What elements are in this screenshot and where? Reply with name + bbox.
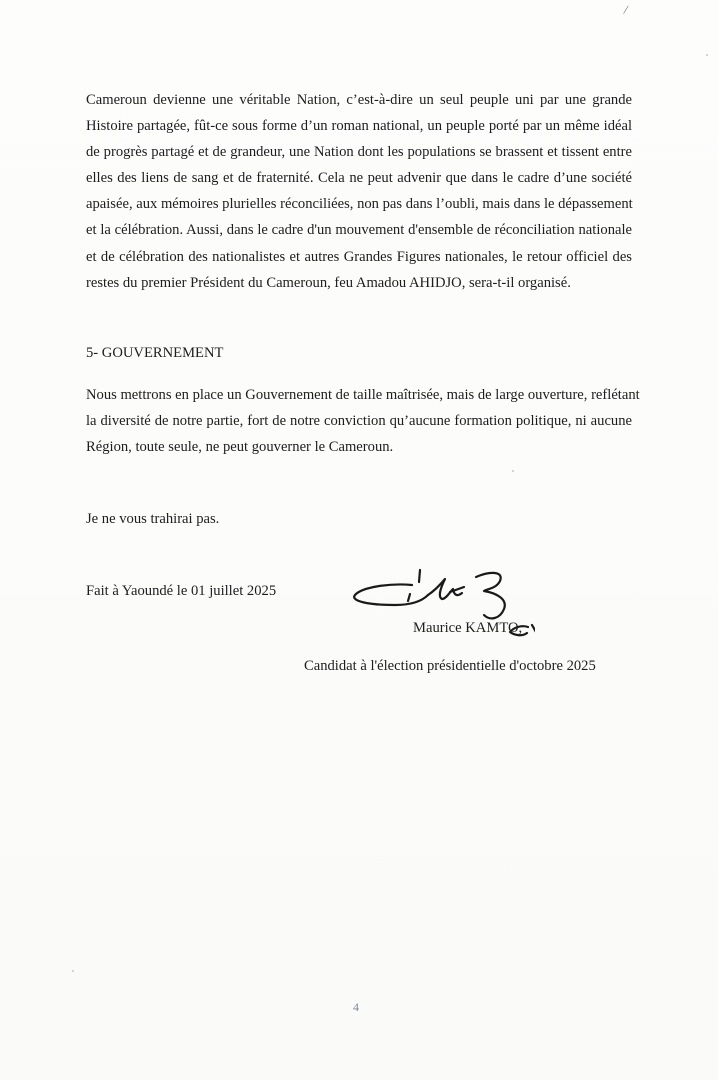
paragraph-line: et de célébration des nationalistes et autres Grandes Figures nationales, le retour officiel des: [86, 248, 632, 265]
paragraph-line: Nous mettrons en place un Gouvernement de taille maîtrisée, mais de large ouverture, reflétant: [86, 387, 640, 403]
corner-mark: /: [622, 1, 630, 18]
paragraph-line: Cameroun devienne une véritable Nation, c’est-à-dire un seul peuple uni par une grande: [86, 92, 632, 108]
paragraph-line: Histoire partagée, fût-ce sous forme d’un roman national, un peuple porté par un même idéal: [86, 118, 632, 135]
paragraph-line: restes du premier Président du Cameroun, feu Amadou AHIDJO, sera-t-il organisé.: [86, 274, 571, 291]
paragraph-line: elles des liens de sang et de fraternité. Cela ne peut advenir que dans le cadre d’une société: [86, 170, 632, 187]
signer-name: Maurice KAMTO,: [413, 620, 523, 636]
paragraph-line: Région, toute seule, ne peut gouverner le Cameroun.: [86, 439, 394, 456]
paragraph-line: de progrès partagé et de grandeur, une Nation dont les populations se brassent et tissent entre: [86, 144, 632, 161]
government-paragraph: [86, 382, 640, 460]
signer-title: Candidat à l'élection présidentielle d'octobre 2025: [304, 658, 596, 674]
paragraph-line: la diversité de notre partie, fort de notre conviction qu’aucune formation politique, ni aucune: [86, 413, 632, 430]
section-heading: 5- GOUVERNEMENT: [86, 345, 224, 361]
place-and-date: Fait à Yaoundé le 01 juillet 2025: [86, 583, 277, 599]
page-number: 4: [353, 1000, 359, 1014]
paper-speck: [72, 970, 74, 972]
paper-speck: [512, 470, 514, 472]
reconciliation-paragraph: [86, 87, 632, 296]
paper-speck: [706, 54, 708, 56]
paragraph-line: et la célébration. Aussi, dans le cadre d'un mouvement d'ensemble de réconciliation nationale: [86, 222, 632, 239]
closing-statement: Je ne vous trahirai pas.: [86, 511, 220, 527]
paragraph-line: apaisée, aux mémoires plurielles réconciliées, non pas dans l’oubli, mais dans le dépassement: [86, 196, 633, 213]
